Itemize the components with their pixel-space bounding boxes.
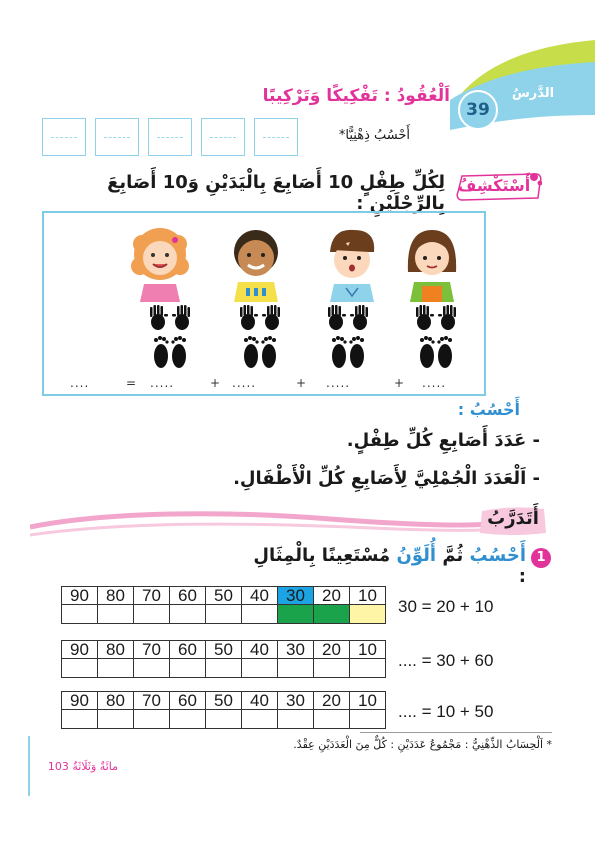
table-equation: 30 = 20 + 10: [398, 597, 494, 616]
color-cell[interactable]: [134, 710, 170, 729]
boy-dark-hair-illustration: [224, 222, 288, 302]
instruction-word-compute: أَحْسُبُ: [469, 545, 526, 566]
hands-icon: [324, 304, 372, 332]
table-header-cell: 50: [206, 641, 242, 659]
lesson-ribbon: [420, 40, 595, 130]
compute-title: أَحْسُبُ :: [457, 400, 520, 419]
mental-math-box[interactable]: [95, 118, 139, 156]
table-header-cell: 60: [170, 692, 206, 710]
color-cell[interactable]: [206, 710, 242, 729]
table-equation: .... = 10 + 50: [398, 702, 494, 721]
table-equation: .... = 30 + 60: [398, 651, 494, 670]
equation-blank[interactable]: .....: [150, 376, 175, 390]
color-cell[interactable]: [134, 659, 170, 678]
table-header-cell: 40: [242, 587, 278, 605]
compute-item-total-fingers: - اَلْعَدَدَ الْجُمْلِيَّ لِأَصَابِعِ كُلِّ الْأَطْفَالِ.: [233, 468, 540, 489]
table-header-cell: 60: [170, 587, 206, 605]
table-header-cell: 30: [278, 692, 314, 710]
tens-table-example: [61, 586, 386, 624]
color-cell[interactable]: [170, 605, 206, 624]
table-header-cell-highlighted: 30: [278, 587, 314, 605]
exercise-number-badge: 1: [531, 548, 551, 568]
color-cell-yellow[interactable]: [350, 605, 386, 624]
feet-icon: [148, 334, 192, 370]
instruction-word-color: أُلَوِّنُ: [396, 545, 437, 566]
table-header-cell: 40: [242, 641, 278, 659]
hands-icon: [146, 304, 194, 332]
color-cell[interactable]: [170, 659, 206, 678]
color-cell[interactable]: [242, 605, 278, 624]
table-header-cell: 90: [62, 641, 98, 659]
color-cell[interactable]: [278, 659, 314, 678]
table-header-cell: 10: [350, 692, 386, 710]
color-cell[interactable]: [206, 659, 242, 678]
lesson-label: الدَّرسُ: [511, 86, 555, 101]
footnote-divider: [360, 732, 552, 733]
equation-blank[interactable]: .....: [326, 376, 351, 390]
table-header-cell: 70: [134, 587, 170, 605]
table-header-cell: 10: [350, 641, 386, 659]
color-cell[interactable]: [62, 659, 98, 678]
footnote: * اَلْحِسَابُ الذِّهْنِيُّ : مَجْمُوعُ عَدَدَيْنِ : كُلٌّ مِنَ الْعَدَدَيْنِ عِقْدٌ.: [293, 738, 552, 751]
instruction-word-then: ثُمَّ: [442, 545, 464, 566]
mental-math-box[interactable]: [254, 118, 298, 156]
table-header-cell: 30: [278, 641, 314, 659]
table-header-cell: 20: [314, 692, 350, 710]
color-cell[interactable]: [98, 659, 134, 678]
table-header-cell: 70: [134, 692, 170, 710]
girl-curly-hair-illustration: [128, 222, 192, 302]
feet-icon: [326, 334, 370, 370]
plus-sign: +: [210, 376, 222, 390]
color-cell-green[interactable]: [278, 605, 314, 624]
tens-table: [61, 691, 386, 729]
feet-icon: [414, 334, 458, 370]
table-header-cell: 50: [206, 587, 242, 605]
color-cell[interactable]: [314, 710, 350, 729]
lesson-number: 39: [458, 90, 498, 130]
table-header-cell: 70: [134, 641, 170, 659]
table-header-cell: 90: [62, 692, 98, 710]
equation-blank[interactable]: .....: [422, 376, 447, 390]
table-header-cell: 50: [206, 692, 242, 710]
girl-brown-hair-illustration: [400, 222, 464, 302]
plus-sign: +: [394, 376, 406, 390]
hands-icon: [236, 304, 284, 332]
section-divider-wave: [30, 505, 500, 545]
table-header-cell: 10: [350, 587, 386, 605]
color-cell[interactable]: [278, 710, 314, 729]
table-header-cell: 80: [98, 641, 134, 659]
table-header-cell: 90: [62, 587, 98, 605]
page-number: مائَةٌ وَثَلَاثَةٌ 103: [47, 760, 118, 773]
hands-icon: [412, 304, 460, 332]
explore-badge: أَسْتَكْشِفُ: [457, 176, 531, 195]
color-cell[interactable]: [134, 605, 170, 624]
color-cell[interactable]: [98, 710, 134, 729]
equation-result-blank[interactable]: ....: [70, 376, 90, 390]
color-cell[interactable]: [206, 605, 242, 624]
equation-blank[interactable]: .....: [232, 376, 257, 390]
practice-badge: أَتَدَرَّبُ: [487, 508, 539, 529]
table-header-cell: 60: [170, 641, 206, 659]
instruction-word-example: مُسْتَعِينًا بِالْمِثَالِ :: [253, 545, 526, 587]
plus-sign: +: [296, 376, 308, 390]
compute-item-fingers-per-child: - عَدَدَ أَصَابِعِ كُلِّ طِفْلٍ.: [346, 430, 540, 451]
explore-prompt: لِكُلِّ طِفْلٍ 10 أَصَابِعَ بِالْيَدَيْنِ وَ10 أَصَابِعَ بِالرِّجْلَيْنِ :: [107, 172, 445, 214]
table-header-cell: 40: [242, 692, 278, 710]
color-cell[interactable]: [242, 710, 278, 729]
mental-math-box[interactable]: [42, 118, 86, 156]
mental-math-label: أَحْسُبُ ذِهْنِيًّا*: [338, 128, 410, 143]
table-header-cell: 20: [314, 641, 350, 659]
color-cell[interactable]: [314, 659, 350, 678]
color-cell[interactable]: [242, 659, 278, 678]
mental-math-box[interactable]: [201, 118, 245, 156]
color-cell[interactable]: [350, 710, 386, 729]
color-cell[interactable]: [170, 710, 206, 729]
boy-brown-hair-illustration: [320, 222, 384, 302]
mental-math-box[interactable]: [148, 118, 192, 156]
color-cell[interactable]: [98, 605, 134, 624]
table-header-cell: 80: [98, 587, 134, 605]
color-cell-green[interactable]: [314, 605, 350, 624]
equals-sign: =: [126, 376, 138, 390]
color-cell[interactable]: [62, 710, 98, 729]
feet-icon: [238, 334, 282, 370]
table-header-cell: 20: [314, 587, 350, 605]
lesson-title: اَلْعُقُودُ : تَفْكِيكًا وَتَرْكِيبًا: [262, 86, 450, 106]
table-header-cell: 80: [98, 692, 134, 710]
color-cell[interactable]: [62, 605, 98, 624]
color-cell[interactable]: [350, 659, 386, 678]
exercise-instruction: [250, 545, 526, 587]
tens-table: [61, 640, 386, 678]
